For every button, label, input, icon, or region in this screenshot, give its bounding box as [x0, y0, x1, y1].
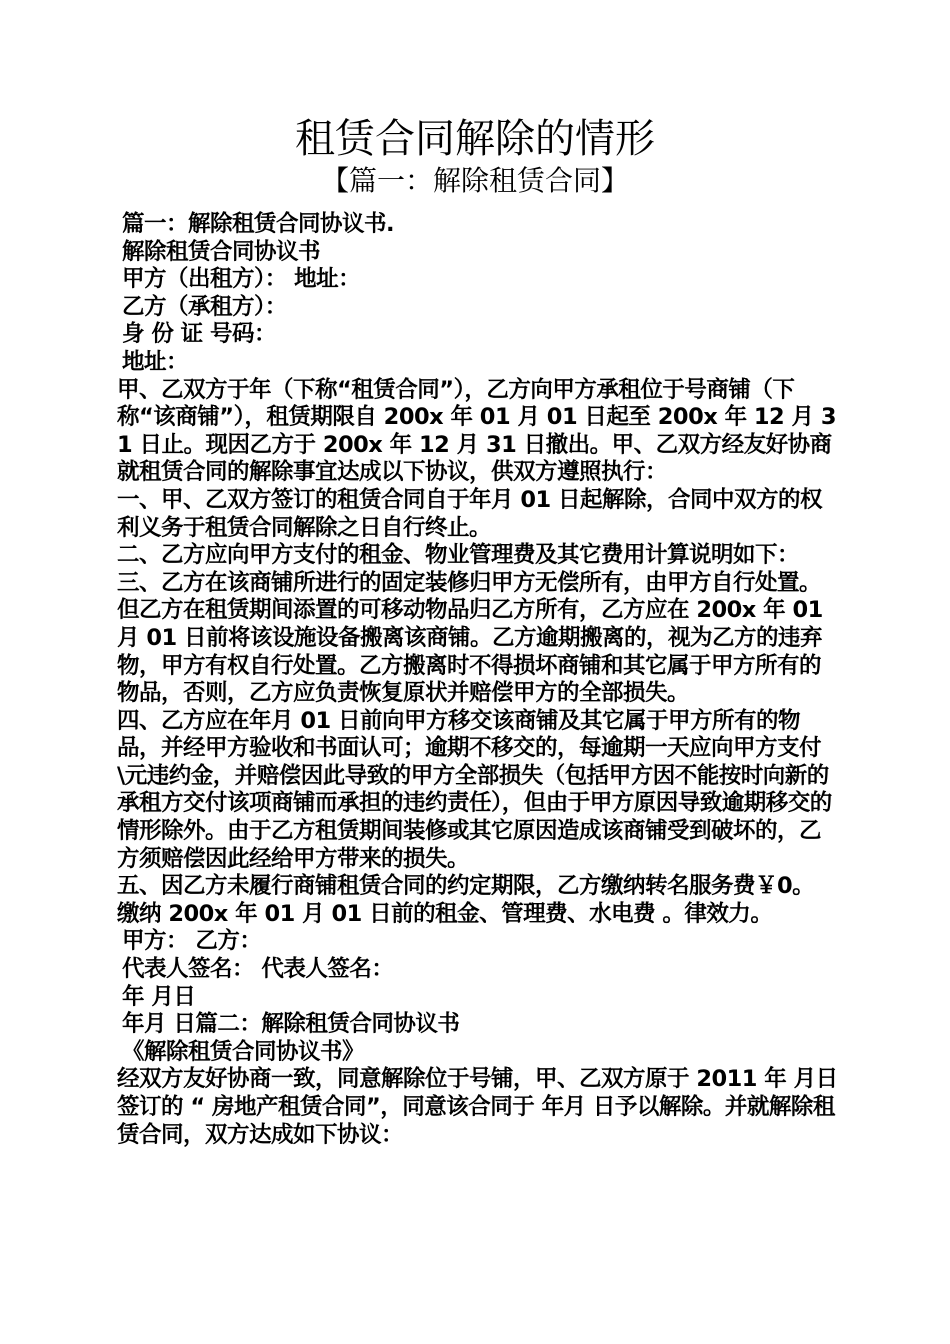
section-two-title: 《解除租赁合同协议书》	[122, 1038, 365, 1065]
document-subtitle: 【篇一：解除租赁合同】	[320, 164, 629, 197]
party-b-line: 乙方（承租方）：	[122, 293, 287, 320]
clause-five: 五、因乙方未履行商铺租赁合同的约定期限，乙方缴纳转名服务费￥0。 缴纳 200x 年 01 月 01 日前的租金、管理费、水电费 。律效力。	[117, 873, 815, 927]
date-and-section-two-heading: 年月 日篇二：解除租赁合同协议书	[122, 1011, 460, 1038]
clause-three: 三、乙方在该商铺所进行的固定装修归甲方无偿所有，由甲方自行处置。但乙方在租赁期间添置的可移动物品归乙方所有，乙方应在 200x 年 01 月 01 日前将该设施设备搬离该商铺。乙方逾期搬离的，视为乙方的违弃物，甲方有权自行处置。乙方搬离时不得损坏商铺和其它属于甲方所有的物品，否则，乙方应负责恢复原状并赔偿甲方的全部损失。	[117, 569, 823, 707]
agreement-title: 解除租赁合同协议书	[122, 238, 321, 265]
representative-signature-line: 代表人签名： 代表人签名：	[122, 956, 394, 983]
party-a-line: 甲方（出租方）： 地址：	[122, 266, 361, 293]
clause-four: 四、乙方应在年月 01 日前向甲方移交该商铺及其它属于甲方所有的物品，并经甲方验收和书面认可；逾期不移交的，每逾期一天应向甲方支付 \元违约金，并赔偿因此导致的甲方全部损失（包括甲方因不能按时向新的承租方交付该项商铺而承担的违约责任），但由于甲方原因导致逾期移交的情形除外。由于乙方租赁期间装修或其它原因造成该商铺受到破坏的，乙方须赔偿因此经给甲方带来的损失。	[117, 707, 832, 872]
address-line: 地址：	[122, 348, 189, 375]
section-two-paragraph: 经双方友好协商一致，同意解除位于号铺，甲、乙双方原于 2011 年 月日签订的 “ 房地产租赁合同”，同意该合同于 年月 日予以解除。并就解除租赁合同，双方达成如下协议：	[117, 1066, 838, 1148]
document-title: 租赁合同解除的情形	[295, 116, 655, 162]
signature-parties-line: 甲方： 乙方：	[122, 928, 262, 955]
document-body	[117, 211, 839, 1149]
id-number-line: 身 份 证 号码：	[122, 321, 277, 348]
clause-two: 二、乙方应向甲方支付的租金、物业管理费及其它费用计算说明如下：	[117, 542, 800, 569]
section-heading: 篇一：解除租赁合同协议书.	[122, 211, 395, 237]
clause-one: 一、甲、乙双方签订的租赁合同自于年月 01 日起解除，合同中双方的权利义务于租赁合同解除之日自行终止。	[117, 486, 822, 541]
preamble-paragraph: 甲、乙双方于年（下称“租赁合同”），乙方向甲方承租位于号商铺（下称“该商铺”），租赁期限自 200x 年 01 月 01 日起至 200x 年 12 月 31 日止。现因乙方于 200x 年 12 月 31 日撤出。甲、乙双方经友好协商就租赁合同的解除事宜达成以下协议，供双方遵照执行：	[117, 376, 837, 486]
date-line: 年 月日	[122, 983, 196, 1010]
